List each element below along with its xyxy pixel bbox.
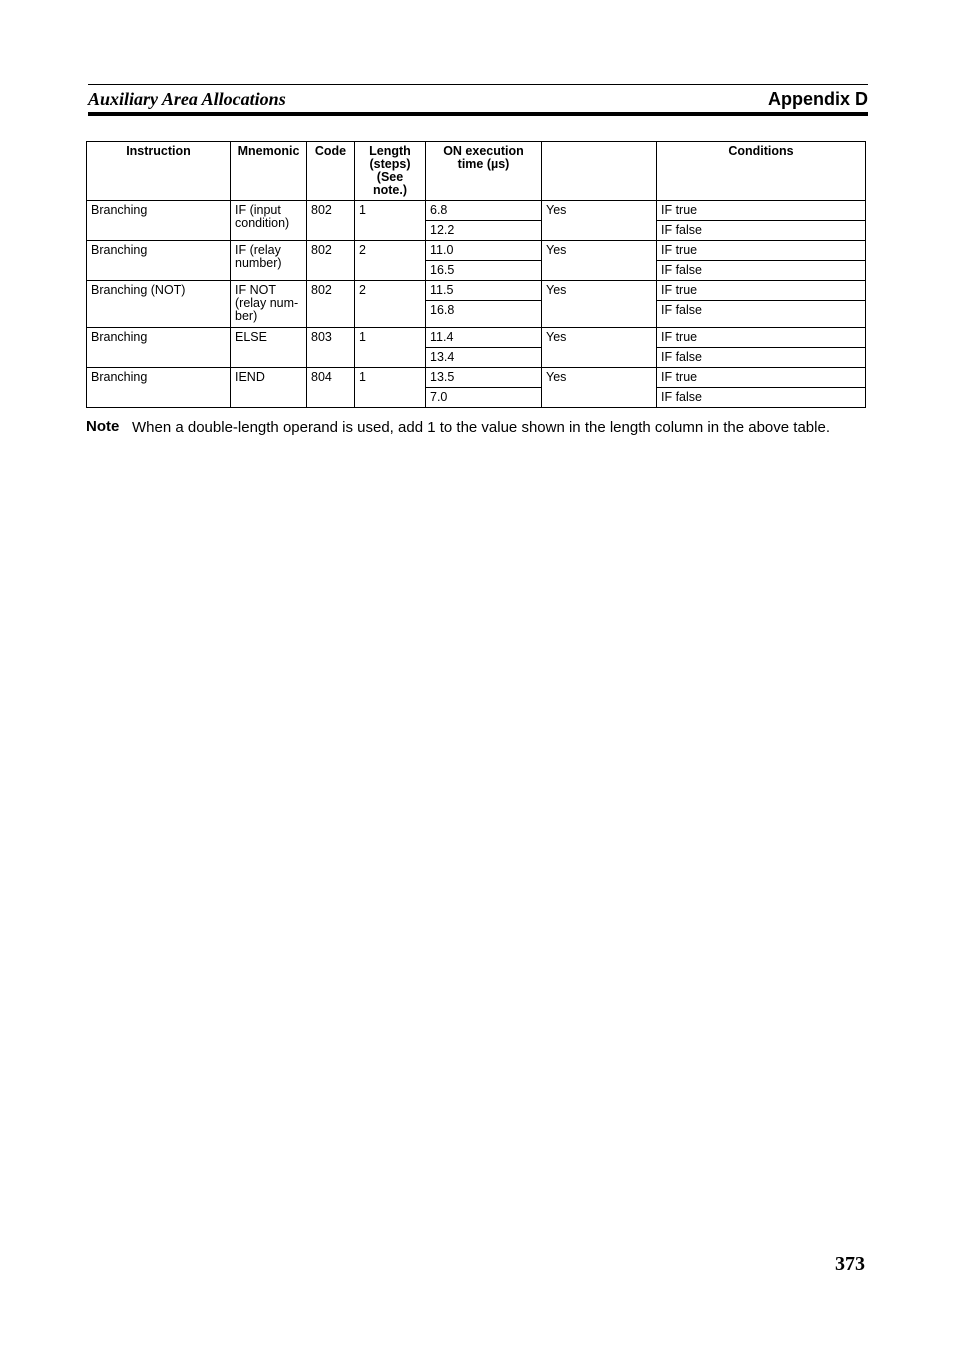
table-header-row xyxy=(87,142,866,201)
cell-flag: Yes xyxy=(542,281,657,328)
cell-instruction: Branching xyxy=(87,201,231,241)
note-label: Note xyxy=(86,418,120,435)
cell-time-true: 6.8 xyxy=(426,201,542,221)
table-row xyxy=(87,328,866,348)
table-row xyxy=(87,201,866,221)
header-code: Code xyxy=(307,142,355,201)
header-rule xyxy=(88,112,868,116)
page-number: 373 xyxy=(835,1253,865,1275)
cell-flag: Yes xyxy=(542,368,657,408)
cell-mnemonic: ELSE xyxy=(231,328,307,368)
cell-length: 1 xyxy=(355,201,426,241)
cell-time-false: 13.4 xyxy=(426,348,542,368)
cell-instruction: Branching (NOT) xyxy=(87,281,231,328)
note-text: When a double-length operand is used, add 1 to the value shown in the length column in the above table. xyxy=(132,419,830,436)
cell-flag: Yes xyxy=(542,201,657,241)
cell-time-false: 16.5 xyxy=(426,261,542,281)
header-mnemonic: Mnemonic xyxy=(231,142,307,201)
cell-condition-true: IF true xyxy=(657,281,866,301)
table-row xyxy=(87,368,866,388)
header-blank xyxy=(542,142,657,201)
header-length: Length (steps) (See note.) xyxy=(355,142,426,201)
cell-flag: Yes xyxy=(542,328,657,368)
cell-condition-false: IF false xyxy=(657,388,866,408)
cell-condition-false: IF false xyxy=(657,261,866,281)
cell-code: 802 xyxy=(307,241,355,281)
cell-mnemonic: IF (input condition) xyxy=(231,201,307,241)
cell-time-true: 11.4 xyxy=(426,328,542,348)
cell-flag: Yes xyxy=(542,241,657,281)
cell-condition-false: IF false xyxy=(657,348,866,368)
cell-time-false: 7.0 xyxy=(426,388,542,408)
cell-time-true: 11.0 xyxy=(426,241,542,261)
cell-time-true: 13.5 xyxy=(426,368,542,388)
cell-condition-true: IF true xyxy=(657,328,866,348)
table-row xyxy=(87,281,866,301)
header-conditions: Conditions xyxy=(657,142,866,201)
cell-time-false: 16.8 xyxy=(426,301,542,328)
cell-code: 803 xyxy=(307,328,355,368)
appendix-title: Appendix D xyxy=(767,89,868,109)
cell-code: 802 xyxy=(307,281,355,328)
instruction-table xyxy=(86,141,866,408)
cell-instruction: Branching xyxy=(87,368,231,408)
cell-instruction: Branching xyxy=(87,241,231,281)
cell-condition-false: IF false xyxy=(657,301,866,328)
cell-time-false: 12.2 xyxy=(426,221,542,241)
cell-mnemonic: IEND xyxy=(231,368,307,408)
section-title: Auxiliary Area Allocations xyxy=(88,89,286,109)
cell-mnemonic: IF (relay number) xyxy=(231,241,307,281)
cell-condition-true: IF true xyxy=(657,368,866,388)
cell-condition-true: IF true xyxy=(657,201,866,221)
cell-length: 2 xyxy=(355,281,426,328)
cell-code: 802 xyxy=(307,201,355,241)
cell-length: 1 xyxy=(355,328,426,368)
cell-instruction: Branching xyxy=(87,328,231,368)
header-instruction: Instruction xyxy=(87,142,231,201)
cell-condition-false: IF false xyxy=(657,221,866,241)
cell-code: 804 xyxy=(307,368,355,408)
header-top-rule xyxy=(88,84,868,85)
cell-time-true: 11.5 xyxy=(426,281,542,301)
cell-mnemonic: IF NOT (relay num-ber) xyxy=(231,281,307,328)
cell-length: 1 xyxy=(355,368,426,408)
cell-length: 2 xyxy=(355,241,426,281)
cell-condition-true: IF true xyxy=(657,241,866,261)
table-row xyxy=(87,241,866,261)
header-on-execution-time: ON execution time (µs) xyxy=(426,142,542,201)
